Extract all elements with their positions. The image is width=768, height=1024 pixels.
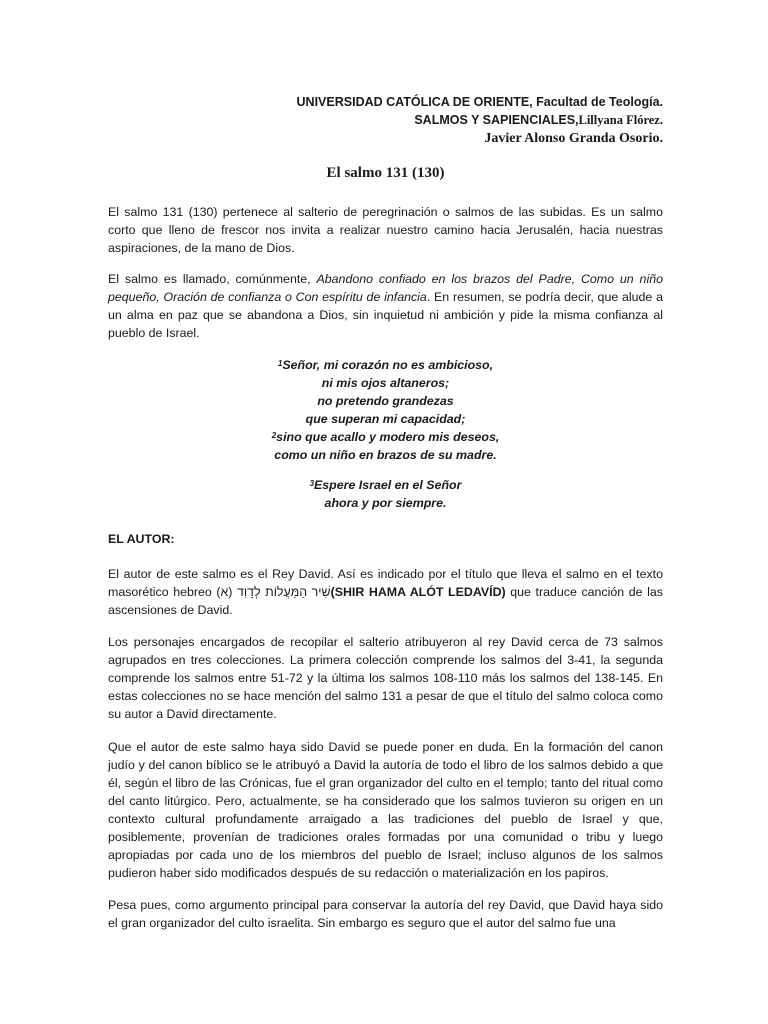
intro-paragraph: El salmo 131 (130) pertenece al salterio de peregrinación o salmos de las subidas. Es un salmo corto que lleno de frescor nos invita a realizar nuestro camino hacia Jerusalén, hacia nuestras aspiraciones, de la mano de Dios. xyxy=(108,205,663,255)
verse-line xyxy=(108,446,663,464)
document-page xyxy=(108,0,663,1024)
author-paragraph-2: Los personajes encargados de recopilar el salterio atribuyeron al rey David cerca de 73 salmos agrupados en tres colecciones. La primera colección comprende los salmos del 3-41, la segunda comprende los salmos entre 51-72 y la última los salmos 108-110 más los salmos del 138-145. En estas colecciones no se hace mención del salmo 131 a pesar de que el título del salmo coloca como su autor a David directamente. xyxy=(108,635,663,721)
professor-name: Lillyana Flórez. xyxy=(578,113,663,127)
verse-text: Espere Israel en el Señor xyxy=(314,478,462,492)
verse-text: Señor, mi corazón no es ambicioso, xyxy=(282,358,494,372)
names-paragraph xyxy=(108,270,663,342)
verse-text: como un niño en brazos de su madre. xyxy=(274,448,497,462)
verse-line xyxy=(108,428,663,446)
names-lead: El salmo es llamado, comúnmente, xyxy=(108,272,317,286)
university-line: UNIVERSIDAD CATÓLICA DE ORIENTE, Facultad de Teología. xyxy=(296,95,663,109)
document-header xyxy=(297,93,663,149)
author-paragraph-3: Que el autor de este salmo haya sido David se puede poner en duda. En la formación del canon judío y del canon bíblico se le atribuyó a David la autoría de todo el libro de los salmos debido a que él, según el libro de las Crónicas, fue el gran organizador del culto en el templo; tanto del ritual como del canto litúrgico. Pero, actualmente, se ha considerado que los salmos tuvieron su origen en un contexto cultural profundamente arraigado a las tradiciones del pueblo de Israel y que, posiblemente, provenían de tradiciones orales formadas por una comunidad o tribu y luego apropiadas por cada uno de los miembros del pueblo de Israel; incluso algunos de los salmos pudieron haber sido modificados después de su redacción o materialización en los papiros. xyxy=(108,740,663,880)
verse-text: ahora y por siempre. xyxy=(324,496,447,510)
author-heading: EL AUTOR: xyxy=(108,532,175,546)
verse-line xyxy=(108,392,663,410)
transliteration: (SHIR HAMA ALÓT LEDAVÍD) xyxy=(330,585,506,599)
verse-line xyxy=(108,356,663,374)
author-p1-rest: que traduce canción de las ascensiones de David. xyxy=(108,585,663,617)
verse-number: 3 xyxy=(309,479,315,488)
verse-number: 1 xyxy=(277,359,283,368)
author-paragraph-4: Pesa pues, como argumento principal para conservar la autoría del rey David, que David haya sido el gran organizador del culto israelita. Sin embargo es seguro que el autor del salmo fue una xyxy=(108,898,663,930)
hebrew-title: שִׁיר הַמַּעֲלוֹת לְדָוִד xyxy=(237,585,331,599)
author-p1-lead: El autor de este salmo es el Rey David. Así es indicado por el título que lleva el salmo en el texto masorético hebreo (א) xyxy=(108,567,663,599)
verse-line xyxy=(108,476,663,494)
course-name: SALMOS Y SAPIENCIALES, xyxy=(414,113,579,127)
verse-line xyxy=(108,374,663,392)
verse-line xyxy=(108,410,663,428)
verse-text: ni mis ojos altaneros; xyxy=(321,376,450,390)
document-title: El salmo 131 (130) xyxy=(326,165,445,181)
verse-block-2 xyxy=(108,476,663,512)
verse-text: que superan mi capacidad; xyxy=(305,412,466,426)
verse-number: 2 xyxy=(271,431,277,440)
student-name: Javier Alonso Granda Osorio. xyxy=(484,131,663,146)
verse-line xyxy=(108,494,663,512)
author-paragraph-1 xyxy=(108,565,663,619)
verse-text: no pretendo grandezas xyxy=(317,394,454,408)
verse-text: sino que acallo y modero mis deseos, xyxy=(276,430,500,444)
verse-block-1 xyxy=(108,356,663,464)
course-line xyxy=(297,111,663,129)
names-italic: Abandono confiado en los brazos del Padre, Como un niño pequeño, Oración de confianza o Con espíritu de infancia xyxy=(108,272,663,304)
names-rest: . En resumen, se podría decir, que alude a un alma en paz que se abandona a Dios, sin inquietud ni ambición y pide la misma confianza al pueblo de Israel. xyxy=(108,290,663,340)
